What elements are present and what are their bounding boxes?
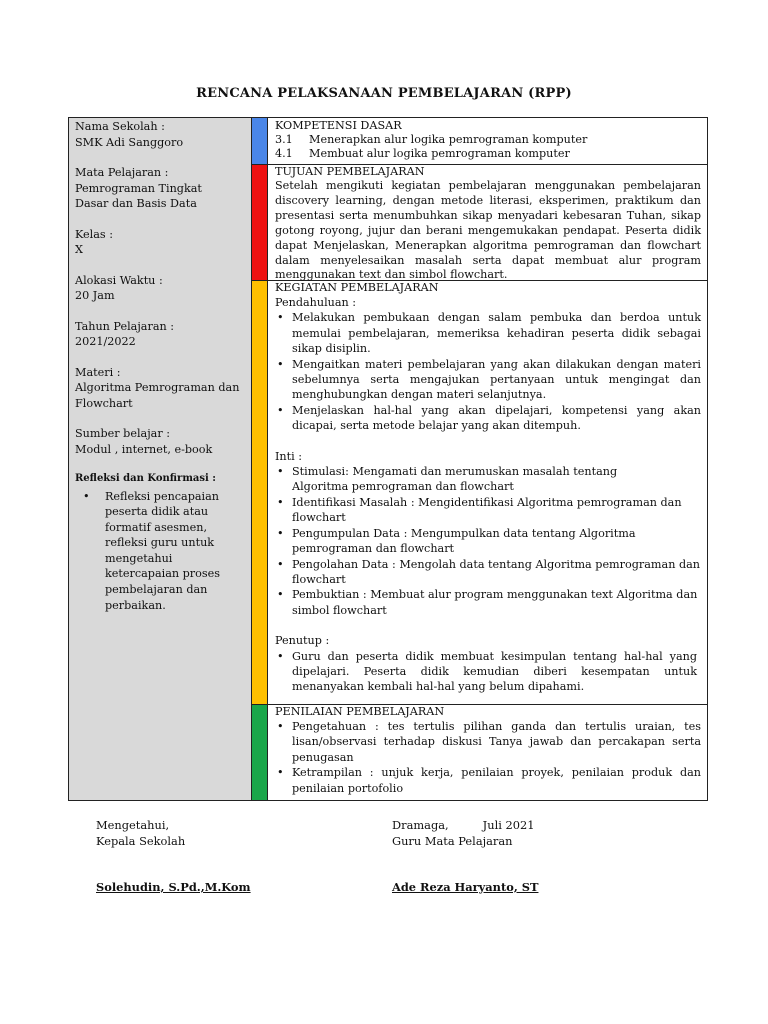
- class-label: Kelas :: [75, 227, 113, 241]
- core-label: Inti :: [275, 449, 303, 463]
- time-label: Alokasi Waktu :: [75, 273, 163, 287]
- teacher-name: Ade Reza Haryanto, ST: [392, 880, 539, 894]
- penilaian-heading: PENILAIAN PEMBELAJARAN: [275, 705, 445, 718]
- kd-section: [268, 118, 707, 165]
- signature-left: [96, 818, 251, 896]
- rpp-table: [68, 117, 708, 801]
- approval-label: Mengetahui,: [96, 818, 170, 832]
- teacher-title: Guru Mata Pelajaran: [392, 833, 513, 848]
- place: Dramaga,: [392, 818, 449, 832]
- kd-item: [275, 133, 701, 147]
- place-date: [392, 818, 538, 834]
- material-label: Materi :: [75, 365, 121, 379]
- kegiatan-heading: KEGIATAN PEMBELAJARAN: [275, 281, 439, 294]
- core-list: [275, 464, 701, 618]
- principal-name: Solehudin, S.Pd.,M.Kom: [96, 880, 251, 894]
- reflection-label: Refleksi dan Konfirmasi :: [75, 473, 216, 484]
- source-value: Modul , internet, e-book: [75, 442, 213, 456]
- list-item: • Pengolahan Data : Mengolah data tentang Algoritma pemrograman dan flowchart: [290, 557, 701, 588]
- stripe-yellow: [252, 281, 268, 705]
- closing-label: Penutup :: [275, 634, 330, 648]
- source-label: Sumber belajar :: [75, 427, 171, 440]
- material-value: Algoritma Pemrograman dan Flowchart: [75, 381, 240, 410]
- list-item: • Guru dan peserta didik membuat kesimpulan tentang hal-hal yang dipelajari. Peserta didik kemudian diberi kesempatan untuk menanyakan kembali hal-hal yang belum dipahami.: [290, 649, 697, 695]
- class-value: X: [75, 243, 83, 256]
- tujuan-heading: TUJUAN PEMBELAJARAN: [275, 165, 425, 178]
- list-item: • Menjelaskan hal-hal yang akan dipelajari, kompetensi yang akan dicapai, serta metode belajar yang akan ditempuh.: [290, 403, 701, 434]
- reflection-list: [75, 489, 251, 614]
- list-item: • Identifikasi Masalah : Mengidentifikasi Algoritma pemrograman dan flowchart: [290, 495, 701, 526]
- list-item: • Ketrampilan : unjuk kerja, penilaian proyek, penilaian produk dan penilaian portofolio: [290, 765, 701, 796]
- subject-label: Mata Pelajaran :: [75, 166, 169, 179]
- kd-text: Membuat alur logika pemrograman komputer: [309, 147, 570, 161]
- tujuan-text: Setelah mengikuti kegiatan pembelajaran menggunakan pembelajaran discovery learning, dengan metode literasi, eksperimen, praktikum dan presentasi serta menumbuhkan sikap menyadari kebesaran Tuhan, sikap gotong royong, jujur dan berani mengemukakan pendapat. Peserta didik dapat Menjelaskan, Menerapkan algoritma pemrograman dan flowchart dalam menyelesaikan masalah serta dapat membuat alur program menggunakan text dan simbol flowchart.: [275, 179, 701, 282]
- kd-heading: KOMPETENSI DASAR: [275, 119, 402, 132]
- tujuan-section: [268, 165, 707, 281]
- reflection-item: • Refleksi pencapaian peserta didik atau formatif asesmen, refleksi guru untuk mengetahui ketercapaian proses pembelajaran dan perbaikan.: [103, 489, 235, 614]
- principal-title: Kepala Sekolah: [96, 833, 186, 848]
- stripe-green: [252, 705, 268, 800]
- list-item: • Melakukan pembukaan dengan salam pembuka dan berdoa untuk memulai pembelajaran, memeriksa kehadiran peserta didik sebagai sikap disiplin.: [290, 310, 701, 356]
- school-value: SMK Adi Sanggoro: [75, 135, 184, 149]
- date: Juli 2021: [482, 818, 535, 832]
- kd-num: 3.1: [275, 133, 293, 147]
- intro-list: [275, 310, 701, 433]
- list-item: • Stimulasi: Mengamati dan merumuskan masalah tentang Algoritma pemrograman dan flowchart: [290, 464, 667, 495]
- penilaian-section: [268, 705, 707, 800]
- signature-right: [392, 818, 538, 896]
- list-item: • Pembuktian : Membuat alur program menggunakan text Algoritma dan simbol flowchart: [290, 587, 701, 618]
- kd-item: [275, 147, 701, 161]
- stripe-blue: [252, 118, 268, 165]
- school-label: Nama Sekolah :: [75, 120, 165, 133]
- kegiatan-section: [268, 281, 707, 705]
- year-label: Tahun Pelajaran :: [75, 319, 175, 333]
- list-item: • Mengaitkan materi pembelajaran yang akan dilakukan dengan materi sebelumnya serta mengajukan pertanyaan untuk mengingat dan menghubungkan dengan materi selanjutnya.: [290, 357, 701, 403]
- stripe-red: [252, 165, 268, 281]
- kd-text: Menerapkan alur logika pemrograman komputer: [309, 133, 588, 147]
- document-title: RENCANA PELAKSANAAN PEMBELAJARAN (RPP): [196, 86, 572, 101]
- identity-panel: [69, 118, 252, 800]
- list-item: • Pengetahuan : tes tertulis pilihan ganda dan tertulis uraian, tes lisan/observasi terhadap diskusi Tanya jawab dan percakapan serta penugasan: [290, 719, 701, 765]
- subject-value: Pemrograman Tingkat Dasar dan Basis Data: [75, 181, 202, 210]
- kd-num: 4.1: [275, 147, 293, 161]
- closing-list: [275, 649, 701, 695]
- penilaian-list: [275, 719, 701, 796]
- time-value: 20 Jam: [75, 289, 115, 302]
- intro-label: Pendahuluan :: [275, 296, 357, 309]
- year-value: 2021/2022: [75, 335, 136, 348]
- list-item: • Pengumpulan Data : Mengumpulkan data tentang Algoritma pemrograman dan flowchart: [290, 526, 667, 557]
